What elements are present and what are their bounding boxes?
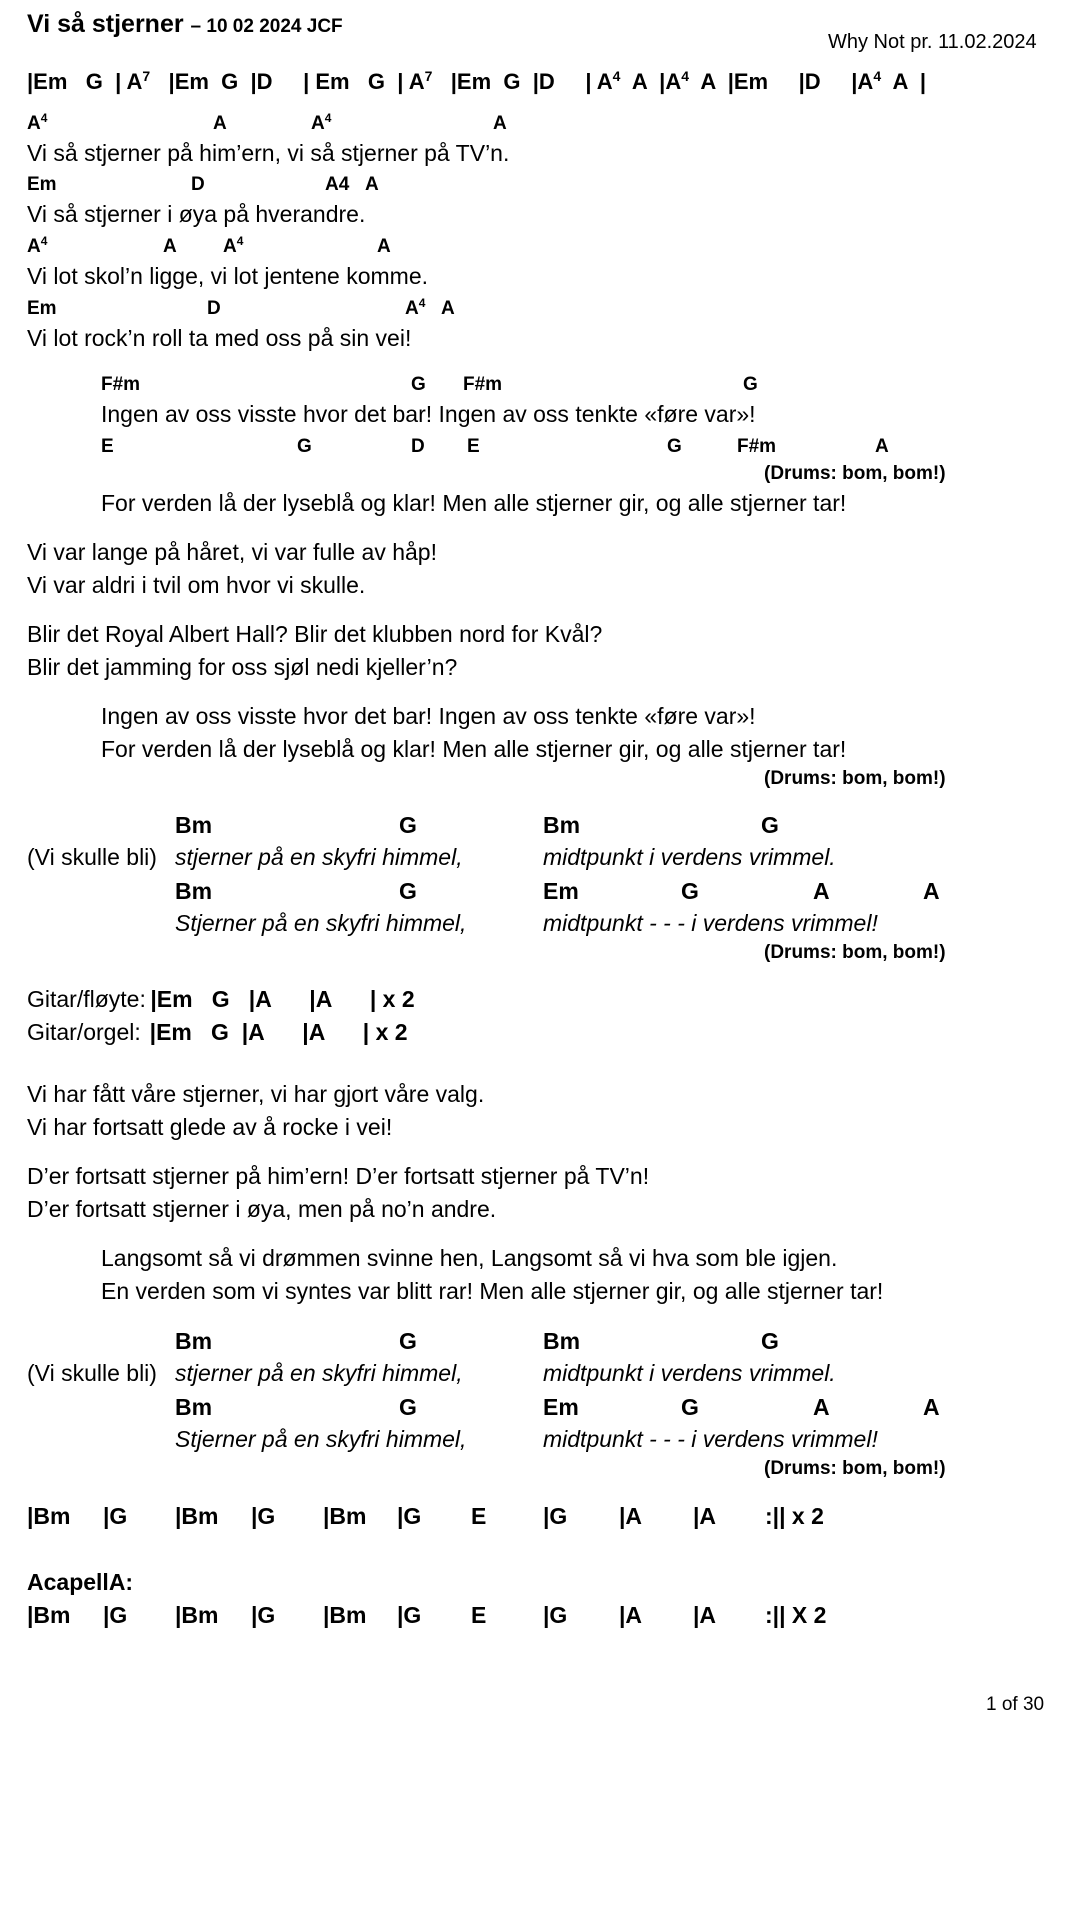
lyric-line: Vi har fått våre stjerner, vi har gjort våre valg.	[27, 1081, 485, 1107]
title-text: Vi så stjerner	[27, 10, 184, 38]
lyric-line: Vi lot rock’n roll ta med oss på sin vei!	[27, 325, 412, 351]
chord-line: E G D E G F#m A	[101, 436, 889, 457]
chorus-lyric-left: stjerner på en skyfri himmel,	[175, 844, 463, 870]
lyric-line: Ingen av oss visste hvor det bar! Ingen av oss tenkte «føre var»!	[101, 401, 756, 427]
chorus-prefix: (Vi skulle bli)	[27, 1360, 157, 1386]
song-title	[27, 10, 343, 39]
chorus-lyric-right: midtpunkt i verdens vrimmel.	[543, 1360, 836, 1386]
lyric-line: Vi har fortsatt glede av å rocke i vei!	[27, 1114, 393, 1140]
chord-line: F#m G F#m G	[101, 374, 758, 395]
chorus-lyric-right: midtpunkt i verdens vrimmel.	[543, 844, 836, 870]
chorus-lyric-right: midtpunkt - - - i verdens vrimmel!	[543, 1426, 878, 1452]
lyric-line: Vi så stjerner i øya på hverandre.	[27, 201, 366, 227]
lyric-line: Ingen av oss visste hvor det bar! Ingen av oss tenkte «føre var»!	[101, 703, 756, 729]
acapella-bars: |Bm |G |Bm |G |Bm |G E |G |A |A :|| X 2	[27, 1602, 827, 1628]
lyric-line: For verden lå der lyseblå og klar! Men alle stjerner gir, og alle stjerner tar!	[101, 490, 847, 516]
lyric-line: Vi så stjerner på him’ern, vi så stjerner på TV’n.	[27, 140, 510, 166]
lyric-line: For verden lå der lyseblå og klar! Men alle stjerner gir, og alle stjerner tar!	[101, 736, 847, 762]
lyric-line: Vi var lange på håret, vi var fulle av håp!	[27, 539, 437, 565]
chorus-prefix: (Vi skulle bli)	[27, 844, 157, 870]
lyric-line: Vi lot skol’n ligge, vi lot jentene komme.	[27, 263, 428, 289]
chord-line: $A^4$ A $A^4$ A	[27, 111, 507, 134]
chorus-chord-line: Bm G Bm G	[175, 1328, 779, 1354]
acapella-label: AcapellA:	[27, 1569, 134, 1595]
drums-note: (Drums: bom, bom!)	[764, 768, 946, 789]
drums-note: (Drums: bom, bom!)	[764, 1458, 946, 1479]
drums-note: (Drums: bom, bom!)	[764, 463, 946, 484]
chorus-chord-line: Bm G Em G A A	[175, 1394, 940, 1420]
lyric-line: Blir det jamming for oss sjøl nedi kjeller’n?	[27, 654, 458, 680]
title-date: – 10 02 2024 JCF	[190, 16, 343, 37]
page-number: 1 of 30	[986, 1694, 1045, 1715]
chord-line: $A^4$ A $A^4$ A	[27, 234, 391, 257]
chord-line: Em D A4 A	[27, 174, 379, 195]
chord-line: Em D $A^4$ A	[27, 296, 455, 319]
chorus-chord-line: Bm G Em G A A	[175, 878, 940, 904]
lyric-line: Blir det Royal Albert Hall? Blir det klubben nord for Kvål?	[27, 621, 603, 647]
interlude-line: Gitar/fløyte: |Em G |A |A | x 2	[27, 986, 415, 1012]
interlude-line: Gitar/orgel: |Em G |A |A | x 2	[27, 1019, 408, 1045]
lyric-line: Vi var aldri i tvil om hvor vi skulle.	[27, 572, 366, 598]
intro-chord-bars: |Em G | $A^7$ |Em G |D | Em G | $A^7$ |Em G |D | $A^4$ A $|A^4$ A |Em |D $|A^4$ A |	[27, 68, 926, 94]
chorus-chord-line: Bm G Bm G	[175, 812, 779, 838]
lyric-line: D’er fortsatt stjerner i øya, men på no’n andre.	[27, 1196, 497, 1222]
lyric-line: En verden som vi syntes var blitt rar! Men alle stjerner gir, og alle stjerner tar!	[101, 1278, 884, 1304]
chorus-lyric-left: Stjerner på en skyfri himmel,	[175, 1426, 467, 1452]
lyric-line: Langsomt så vi drømmen svinne hen, Langsomt så vi hva som ble igjen.	[101, 1245, 838, 1271]
outro-bars: |Bm |G |Bm |G |Bm |G E |G |A |A :|| x 2	[27, 1503, 824, 1529]
lyric-line: D’er fortsatt stjerner på him’ern! D’er fortsatt stjerner på TV’n!	[27, 1163, 650, 1189]
chorus-lyric-left: Stjerner på en skyfri himmel,	[175, 910, 467, 936]
drums-note: (Drums: bom, bom!)	[764, 942, 946, 963]
chorus-lyric-right: midtpunkt - - - i verdens vrimmel!	[543, 910, 878, 936]
chorus-lyric-left: stjerner på en skyfri himmel,	[175, 1360, 463, 1386]
version-note: Why Not pr. 11.02.2024	[828, 31, 1037, 53]
